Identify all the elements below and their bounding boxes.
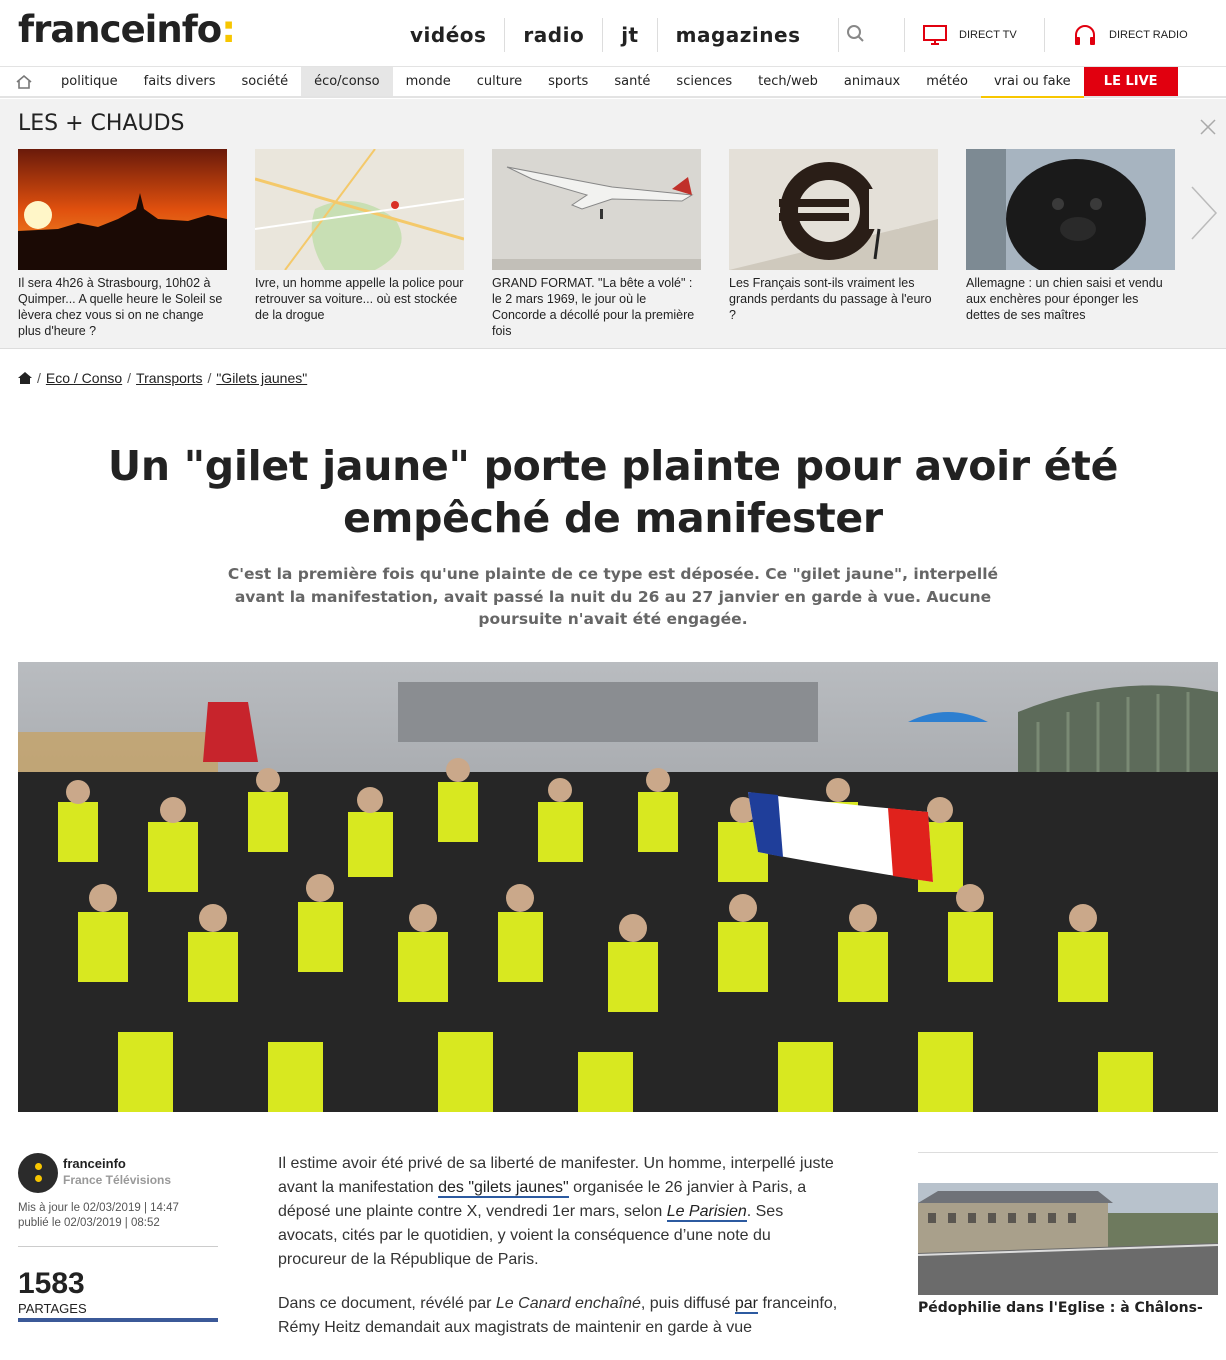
sunset-thumbnail — [18, 149, 227, 270]
article-title: Un "gilet jaune" porte plainte pour avoir été empêché de manifester — [107, 442, 1119, 542]
article-lede: C'est la première fois qu'une plainte de ce type est déposée. Ce "gilet jaune", interpellé avant la manifestation, avait passé la nuit du 26 au 27 janvier en garde à vue. Aucune poursuite n'avait été engagée. — [227, 565, 999, 628]
trending-next-button[interactable] — [1186, 183, 1220, 243]
breadcrumb-separator: / — [207, 370, 212, 386]
trending-card[interactable] — [18, 149, 227, 339]
breadcrumb — [18, 370, 307, 386]
canard-enchaine-text: Le Canard enchaîné — [495, 1295, 641, 1312]
section-meteo[interactable]: météo — [926, 74, 968, 89]
trending-section — [0, 99, 1226, 349]
section-vrai-ou-fake[interactable]: vrai ou fake — [981, 67, 1084, 98]
pug-thumbnail — [966, 149, 1175, 270]
breadcrumb-gilets-jaunes[interactable]: "Gilets jaunes" — [216, 370, 308, 386]
section-monde[interactable]: monde — [405, 74, 451, 89]
nav-magazines[interactable]: magazines — [657, 18, 819, 52]
trending-title: LES + CHAUDS — [18, 111, 185, 136]
paragraph-text: , puis diffusé — [640, 1295, 735, 1312]
breadcrumb-transports[interactable]: Transports — [136, 370, 203, 386]
facebook-share-button[interactable] — [18, 1318, 218, 1322]
nav-jt[interactable]: jt — [602, 18, 656, 52]
section-culture[interactable]: culture — [476, 74, 523, 89]
home-icon — [15, 74, 33, 90]
trending-caption: Ivre, un homme appelle la police pour retrouver sa voiture... où est stockée de la drogue — [255, 276, 464, 322]
trending-caption: Les Français sont-ils vraiment les grands perdants du passage à l'euro ? — [729, 276, 932, 322]
home-icon[interactable] — [18, 372, 32, 384]
hero-photo — [18, 662, 1218, 1112]
home-link[interactable] — [0, 67, 48, 96]
author-divider — [18, 1246, 218, 1247]
direct-tv-button[interactable] — [904, 18, 1044, 52]
tv-icon — [923, 24, 947, 46]
published-date: publié le 02/03/2019 | 08:52 — [18, 1217, 160, 1229]
nav-radio[interactable]: radio — [504, 18, 602, 52]
sidebar-divider — [918, 1152, 1218, 1153]
paragraph-text: franceinfo, Rémy Heitz demandait aux magistrats de maintenir en garde à vue — [278, 1295, 838, 1336]
nav-videos[interactable]: vidéos — [410, 23, 487, 47]
paragraph-text: organisée le 26 janvier à Paris, a déposé une plainte contre X, vendredi 1er mars, selon — [278, 1179, 807, 1220]
trending-caption: Allemagne : un chien saisi et vendu aux enchères pour éponger les dettes de ses maîtres — [966, 276, 1163, 322]
close-icon — [1198, 117, 1218, 137]
direct-radio-button[interactable] — [1044, 18, 1214, 52]
gilets-jaunes-link[interactable]: des "gilets jaunes" — [438, 1179, 569, 1196]
trending-card[interactable] — [492, 149, 701, 339]
paragraph-text: Dans ce document, révélé par — [278, 1295, 496, 1312]
breadcrumb-eco-conso[interactable]: Eco / Conso — [45, 370, 123, 386]
section-tech-web[interactable]: tech/web — [758, 74, 818, 89]
site-header — [0, 0, 1226, 66]
euro-thumbnail — [729, 149, 938, 270]
share-label: PARTAGES — [18, 1301, 87, 1316]
section-sports[interactable]: sports — [548, 74, 589, 89]
franceinfo-logo[interactable] — [18, 8, 235, 51]
headphones-icon — [1073, 24, 1097, 46]
chevron-right-icon — [1186, 183, 1220, 243]
par-franceinfo-link[interactable]: par — [734, 1295, 758, 1312]
sidebar-article-title[interactable]: Pédophilie dans l'Eglise : à Châlons- — [918, 1300, 1203, 1316]
franceinfo-avatar — [18, 1153, 58, 1193]
sidebar-article-image[interactable] — [918, 1183, 1218, 1295]
section-eco-conso[interactable]: éco/conso — [301, 67, 393, 96]
direct-tv-label: DIRECT TV — [959, 29, 1017, 41]
article-body — [278, 1152, 838, 1360]
le-parisien-text: Le Parisien — [666, 1203, 747, 1220]
live-button[interactable]: LE LIVE — [1084, 67, 1178, 96]
article-paragraph — [278, 1152, 838, 1272]
author-name[interactable]: franceinfo — [63, 1156, 126, 1171]
logo-text: franceinfo — [18, 8, 222, 51]
trending-card[interactable] — [966, 149, 1175, 323]
article-paragraph — [278, 1292, 838, 1340]
paragraph-text: Il estime avoir été privé de sa liberté de manifester. Un homme, interpellé juste avant la manifestation — [278, 1155, 834, 1196]
trending-caption: GRAND FORMAT. "La bête a volé" : le 2 mars 1969, le jour où le Concorde a décollé pour la première fois — [492, 276, 695, 338]
direct-radio-label: DIRECT RADIO — [1109, 29, 1188, 41]
search-icon — [839, 18, 883, 52]
section-nav — [0, 66, 1226, 98]
trending-card[interactable] — [729, 149, 938, 323]
section-societe[interactable]: société — [241, 74, 289, 89]
section-sante[interactable]: santé — [614, 74, 651, 89]
author-organization: France Télévisions — [63, 1173, 172, 1187]
updated-date: Mis à jour le 02/03/2019 | 14:47 — [18, 1202, 179, 1214]
map-thumbnail — [255, 149, 464, 270]
logo-colon: : — [221, 8, 236, 51]
section-faits-divers[interactable]: faits divers — [143, 74, 216, 89]
concorde-thumbnail — [492, 149, 701, 270]
main-nav — [392, 18, 818, 52]
section-animaux[interactable]: animaux — [843, 74, 901, 89]
breadcrumb-separator: / — [37, 370, 41, 386]
share-count: 1583 — [18, 1267, 85, 1300]
paragraph-text: . Ses avocats, cités par le quotidien, y voient la conséquence d’une note du procureur de la République de Paris. — [278, 1203, 784, 1268]
trending-close-button[interactable] — [1198, 117, 1218, 137]
trending-card[interactable] — [255, 149, 464, 323]
breadcrumb-separator: / — [127, 370, 132, 386]
section-sciences[interactable]: sciences — [676, 74, 733, 89]
le-parisien-link[interactable] — [667, 1203, 747, 1222]
section-politique[interactable]: politique — [61, 74, 118, 89]
search-button[interactable] — [838, 18, 882, 52]
trending-caption: Il sera 4h26 à Strasbourg, 10h02 à Quimper... A quelle heure le Soleil se lèvera chez vous si on ne change plus d'heure ? — [18, 276, 223, 338]
